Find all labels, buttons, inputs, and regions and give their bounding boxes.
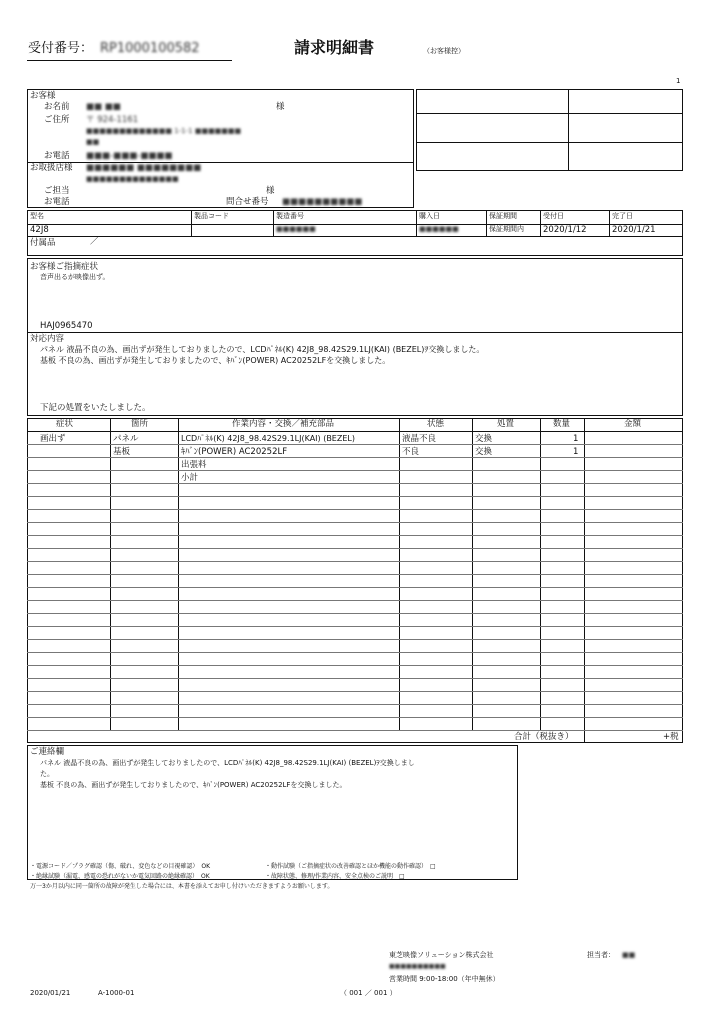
notes-line-1b: た。	[40, 770, 54, 778]
table-row-line	[27, 678, 683, 679]
warranty-value: 保証期間内	[489, 225, 524, 233]
table-row-line	[27, 470, 683, 471]
row2-work: ｷﾊﾞﾝ(POWER) AC20252LF	[181, 447, 288, 457]
serial-label: 製造番号	[276, 212, 304, 220]
contact-label: ご担当	[44, 186, 70, 196]
row2-state: 不良	[402, 447, 420, 457]
col-header-location: 箇所	[131, 419, 149, 429]
row1-qty: 1	[573, 434, 579, 444]
stamp-grid	[416, 89, 683, 171]
dealer-label: お取扱店様	[30, 163, 73, 173]
table-row-line	[27, 574, 683, 575]
table-row-line	[27, 730, 683, 731]
response-line-2: 基板 不良の為、画出ずが発生しておりましたので、ｷﾊﾞﾝ(POWER) AC20252LFを交換しました。	[40, 356, 391, 365]
notes-line-2: 基板 不良の為、画出ずが発生しておりましたので、ｷﾊﾞﾝ(POWER) AC20252LFを交換しました。	[40, 781, 347, 789]
phone-label: お電話	[44, 151, 70, 161]
table-row-line	[27, 444, 683, 445]
stamp-grid-line	[416, 142, 683, 143]
received-value: 2020/1/12	[543, 225, 587, 235]
symptoms-box	[27, 258, 683, 416]
table-row-line	[27, 639, 683, 640]
check-operation: ・動作試験（ご指摘症状の改善確認とほか機能の動作確認） □	[265, 863, 436, 870]
receipt-label: 受付番号：	[28, 41, 94, 56]
table-row-line	[27, 691, 683, 692]
form-number: A-1000-01	[98, 989, 135, 997]
address-value-3: ■■	[86, 138, 100, 146]
row3-work: 出張料	[181, 460, 207, 470]
symptoms-text: 音声出るが映像出ず。	[40, 273, 110, 281]
dealer-value-1: ■■■■■■ ■■■■■■■■	[86, 163, 202, 173]
issue-date: 2020/01/21	[30, 989, 71, 997]
symptoms-code: HAJ0965470	[40, 321, 93, 331]
product-col	[609, 210, 610, 236]
row4-work: 小計	[181, 473, 199, 483]
copy-label: （お客様控）	[423, 47, 465, 55]
model-value: 42J8	[30, 225, 49, 235]
table-row-line	[27, 652, 683, 653]
name-value: ■■ ■■	[86, 102, 121, 112]
company-name: 東芝映像ソリューション株式会社	[389, 951, 494, 959]
warranty-note: 万一3か月以内に同一箇所の故障が発生した場合には、本書を添えてお申し付けいただきますようお願いします。	[30, 883, 334, 890]
response-label: 対応内容	[30, 334, 65, 344]
inquiry-value: ■■■■■■■■■■	[282, 197, 363, 207]
serial-value: ■■■■■■	[276, 225, 316, 233]
warranty-label: 保証期間	[489, 212, 517, 220]
phone-value: ■■■-■■■-■■■■	[86, 151, 173, 161]
accessory-label: 付属品	[30, 238, 56, 248]
row1-symptom: 画出ず	[40, 434, 66, 444]
page-title: 請求明細書	[294, 38, 375, 57]
table-row-line	[27, 509, 683, 510]
col-header-state: 状態	[427, 419, 445, 429]
stamp-grid-line	[416, 113, 683, 114]
stamp-grid-col	[568, 89, 569, 171]
row1-location: パネル	[113, 434, 139, 444]
table-row-line	[27, 457, 683, 458]
col-header-qty: 数量	[553, 419, 571, 429]
response-footer: 下記の処置をいたしました。	[40, 403, 151, 413]
check-power-cord: ・電源コード／プラグ確認（傷、破れ、変色などの目視確認） OK	[30, 863, 211, 870]
notes-label: ご連絡欄	[30, 747, 65, 757]
col-header-amount: 金額	[624, 419, 642, 429]
purchase-label: 購入日	[419, 212, 440, 220]
col-header-symptom: 症状	[56, 419, 74, 429]
table-row-line	[27, 548, 683, 549]
table-row-line	[27, 717, 683, 718]
table-row-line	[27, 626, 683, 627]
company-sub: ■■■■■■■■■■	[389, 963, 446, 970]
table-row-line	[27, 600, 683, 601]
table-row-line	[27, 613, 683, 614]
symptoms-label: お客様ご指摘症状	[30, 262, 99, 272]
table-col-line	[584, 730, 585, 743]
check-insulation: ・絶縁試験（漏電、感電の恐れがないか電気回路の絶縁確認） OK	[30, 873, 210, 880]
total-label: 合計（税抜き）	[514, 732, 574, 742]
sama-label-2: 様	[266, 186, 275, 196]
receipt-number: RP1000100582	[100, 41, 200, 56]
product-col	[486, 210, 487, 236]
row2-location: 基板	[113, 447, 131, 457]
notes-line-1: パネル 液晶不良の為、画出ずが発生しておりましたので、LCDﾊﾟﾈﾙ(K) 42J8_98.42S29.1LJ(KAI) (BEZEL)ｦ交換しまし	[40, 759, 415, 767]
address-label: ご住所	[44, 115, 70, 125]
table-row-line	[27, 483, 683, 484]
customer-section-label: お客様	[30, 91, 56, 101]
table-row-line	[27, 522, 683, 523]
product-col	[191, 210, 192, 236]
col-header-action: 処置	[497, 419, 515, 429]
product-col	[540, 210, 541, 236]
table-row-line	[27, 561, 683, 562]
receipt-underline	[27, 60, 232, 61]
accessory-value: ／	[90, 237, 99, 247]
row2-action: 交換	[475, 447, 493, 457]
purchase-value: ■■■■■■	[419, 225, 459, 233]
product-code-label: 製品コード	[194, 212, 229, 220]
dealer-value-2: ■■■■■■■■■■■■■■	[86, 175, 179, 183]
row2-qty: 1	[573, 447, 579, 457]
table-row-line	[27, 431, 683, 432]
row1-action: 交換	[475, 434, 493, 444]
row1-work: LCDﾊﾟﾈﾙ(K) 42J8_98.42S29.1LJ(KAI) (BEZEL)	[181, 434, 355, 443]
product-col	[416, 210, 417, 236]
dealer-phone-label: お電話	[44, 197, 70, 207]
page-count: （ 001 ／ 001 ）	[340, 989, 397, 997]
inquiry-label: 問合せ番号	[226, 197, 269, 207]
tax-label: +税	[663, 732, 679, 742]
product-col	[273, 210, 274, 236]
response-divider	[27, 332, 683, 333]
response-line-1: パネル 液晶不良の為、画出ずが発生しておりましたので、LCDﾊﾟﾈﾙ(K) 42J8_98.42S29.1LJ(KAI) (BEZEL)ｦ交換しました。	[40, 345, 485, 354]
model-label: 型名	[30, 212, 44, 220]
business-hours: 営業時間 9:00-18:00（年中無休）	[389, 975, 500, 983]
sama-label-1: 様	[276, 102, 285, 112]
table-row-line	[27, 496, 683, 497]
address-value-2: ■■■■■■■■■■■■■ 1-1-1 ■■■■■■■	[86, 127, 242, 135]
check-explanation: ・故障状態、修理/作業内容、安全点検のご説明 □	[265, 873, 405, 880]
staff-value: ■■	[622, 951, 636, 959]
name-label: お名前	[44, 102, 70, 112]
page-number: 1	[676, 77, 681, 85]
product-row-line	[27, 236, 683, 237]
table-row-line	[27, 535, 683, 536]
staff-label: 担当者：	[587, 951, 615, 959]
table-row-line	[27, 665, 683, 666]
table-row-line	[27, 704, 683, 705]
row1-state: 液晶不良	[402, 434, 437, 444]
completed-label: 完了日	[612, 212, 633, 220]
received-label: 受付日	[543, 212, 564, 220]
address-value-1: 〒 924-1161	[86, 115, 139, 125]
table-row-line	[27, 587, 683, 588]
completed-value: 2020/1/21	[612, 225, 656, 235]
col-header-work: 作業内容・交換／補充部品	[232, 419, 335, 429]
